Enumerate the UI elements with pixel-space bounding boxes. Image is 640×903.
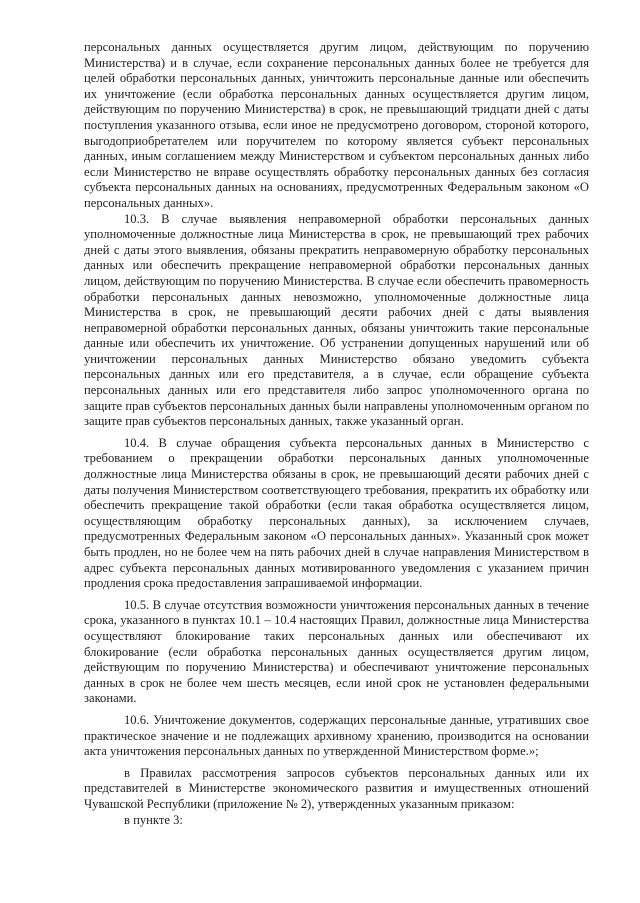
paragraph-continuation: персональных данных осуществляется другим лицом, действующим по поручению Министерства) и в случае, если сохранение персональных данных более не требуется для целей обработки персональных данных, уничтожить персональные данные или обеспечить их уничтожение (если обработка персональных данных осуществляется другим лицом, действующим по поручению Министерства) в срок, не превышающий тридцати дней с даты поступления указанного отзыва, если иное не предусмотрено договором, стороной которого, выгодоприобретателем или поручителем по которому является субъект персональных данных, иным соглашением между Министерством и субъектом персональных данных либо если Министерство не вправе осуществлять обработку персональных данных без согласия субъекта персональных данных на основаниях, предусмотренных Федеральным законом «О персональных данных». [84, 40, 589, 210]
paragraph-rules-amendment: в Правилах рассмотрения запросов субъектов персональных данных или их представителей в Министерстве экономического развития и имущественных отношений Чувашской Республики (приложение № 2), утвержденных указанным приказом: [84, 765, 589, 811]
paragraph-10-6: 10.6. Уничтожение документов, содержащих персональные данные, утративших свое практическое значение и не подлежащих архивному хранению, производится на основании акта уничтожения персональных данных по утвержденной Министерством форме.»; [84, 712, 589, 759]
document-page [84, 40, 589, 828]
paragraph-10-4: 10.4. В случае обращения субъекта персональных данных в Министерство с требованием о прекращении обработки персональных данных уполномоченные должностные лица Министерства обязаны в срок, не превышающий десяти рабочих дней с даты получения Министерством соответствующего требования, прекратить их обработку или обеспечить прекращение такой обработки (если такая обработка осуществляется лицом, осуществляющим обработку персональных данных), за исключением случаев, предусмотренных Федеральным законом «О персональных данных». Указанный срок может быть продлен, но не более чем на пять рабочих дней в случае направления Министерством в адрес субъекта персональных данных мотивированного уведомления с указанием причин продления срока предоставления запрашиваемой информации. [84, 435, 589, 591]
paragraph-10-3: 10.3. В случае выявления неправомерной обработки персональных данных уполномоченные должностные лица Министерства в срок, не превышающий трех рабочих дней с даты этого выявления, обязаны прекратить неправомерную обработку персональных данных или обеспечить прекращение неправомерной обработки персональных данных лицом, действующим по поручению Министерства. В случае если обеспечить правомерность обработки персональных данных невозможно, уполномоченные должностные лица Министерства в срок, не превышающий десяти рабочих дней с даты выявления неправомерной обработки персональных данных, обязаны уничтожить такие персональные данные или обеспечить их уничтожение. Об устранении допущенных нарушений или об уничтожении персональных данных Министерство обязано уведомить субъекта персональных данных или его представителя, а в случае, если обращение субъекта персональных данных или его представителя либо запрос уполномоченного органа по защите прав субъектов персональных данных были направлены уполномоченным органом по защите прав субъектов персональных данных, также указанный орган. [84, 211, 589, 429]
paragraph-clause-3: в пункте 3: [124, 812, 183, 827]
paragraph-10-5: 10.5. В случае отсутствия возможности уничтожения персональных данных в течение срока, указанного в пунктах 10.1 – 10.4 настоящих Правил, должностные лица Министерства осуществляют блокирование таких персональных данных или обеспечивают их блокирование (если обработка персональных данных осуществляется другим лицом, действующим по поручению Министерства) и обеспечивают уничтожение персональных данных в срок не более чем шесть месяцев, если иной срок не установлен федеральными законами. [84, 597, 589, 706]
